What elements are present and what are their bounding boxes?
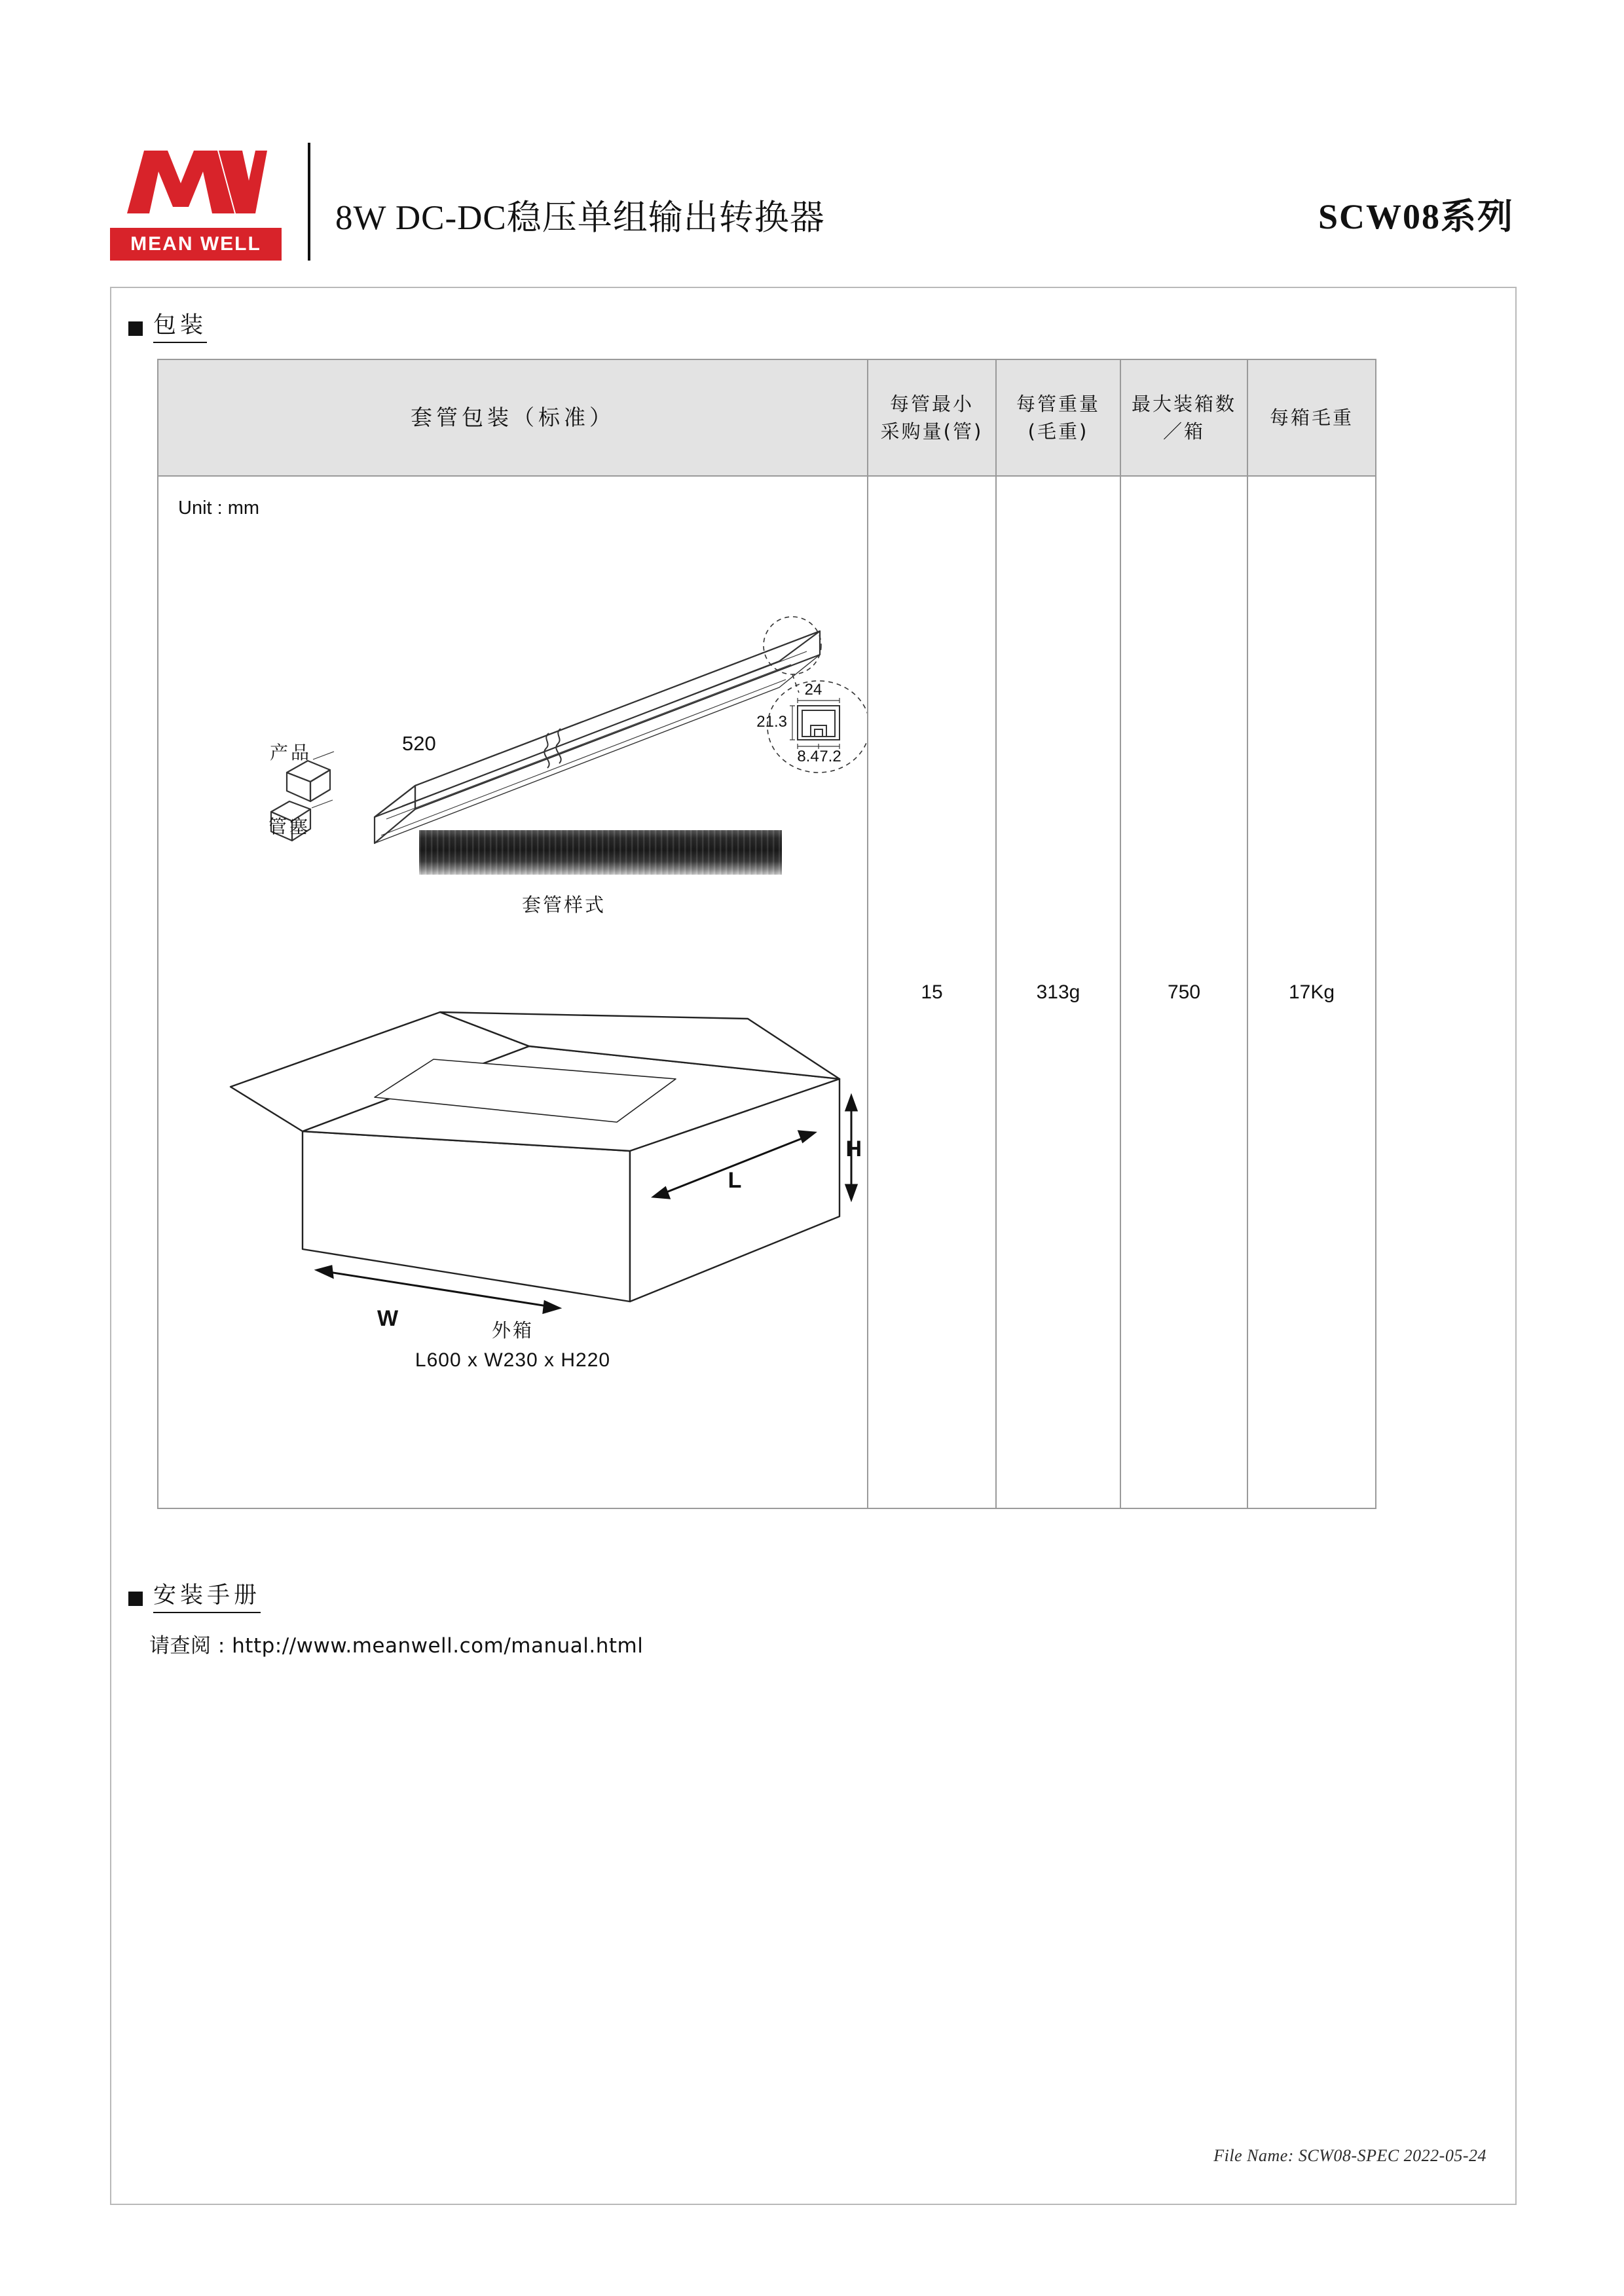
dim-cross-width: 24	[804, 681, 822, 699]
header-divider	[308, 143, 310, 261]
mw-monogram-icon	[110, 136, 282, 228]
footer-file-name: File Name: SCW08-SPEC 2022-05-24	[1213, 2146, 1486, 2165]
logo-wordmark: MEAN WELL	[110, 228, 282, 261]
packing-table	[157, 359, 1376, 1509]
label-plug: 管塞	[268, 816, 311, 837]
header-tube-weight-line2: (毛重)	[1027, 420, 1089, 443]
manual-link-text[interactable]: 请查阅 : http://www.meanwell.com/manual.html	[149, 1634, 644, 1658]
bullet-square-icon	[128, 321, 143, 336]
header-gross-weight: 每箱毛重	[1247, 360, 1375, 475]
tube-sample-photo	[419, 830, 782, 875]
section-label-manual: 安装手册	[153, 1584, 261, 1613]
bullet-square-icon	[128, 1592, 143, 1606]
header-max-per-carton-line1: 最大装箱数	[1131, 392, 1236, 415]
section-label-packing: 包装	[153, 314, 207, 343]
dim-cross-height: 21.3	[756, 713, 787, 731]
header-min-order-line2: 采购量(管)	[880, 420, 984, 443]
svg-text:520: 520	[402, 732, 436, 755]
header-min-order	[867, 360, 995, 475]
dim-cross-inner2: 7.2	[819, 748, 841, 765]
header-min-order-line1: 每管最小	[889, 392, 974, 415]
dim-w: W	[377, 1306, 399, 1331]
header-tube-weight	[995, 360, 1120, 475]
header-max-per-carton	[1120, 360, 1247, 475]
header-tube-weight-line1: 每管重量	[1016, 392, 1100, 415]
header-tube-packing: 套管包装（标准）	[411, 405, 615, 431]
page-title: 8W DC-DC稳压单组输出转换器	[335, 199, 825, 237]
value-max-per-carton: 750	[1120, 477, 1247, 1508]
meanwell-logo	[110, 136, 282, 261]
table-body-row	[158, 477, 1375, 1508]
value-gross-weight: 17Kg	[1247, 477, 1375, 1508]
dim-h: H	[845, 1137, 862, 1161]
table-header-row	[158, 360, 1375, 477]
header-max-per-carton-line2: ／箱	[1162, 420, 1205, 443]
page-header	[0, 0, 1624, 288]
section-heading-packing	[128, 314, 207, 343]
carton-label: 外箱	[491, 1319, 534, 1341]
label-product: 产品	[270, 742, 312, 763]
series-title: SCW08系列	[1318, 197, 1514, 236]
dim-cross-inner1: 8.4	[797, 748, 819, 765]
value-min-order: 15	[867, 477, 995, 1508]
value-tube-weight: 313g	[995, 477, 1120, 1508]
section-heading-manual	[128, 1584, 261, 1613]
packing-drawing-cell	[158, 477, 867, 1508]
label-tube-sample: 套管样式	[522, 894, 606, 916]
dim-l: L	[728, 1168, 742, 1193]
carton-dimensions: L600 x W230 x H220	[415, 1349, 611, 1371]
carton-caption	[158, 1317, 867, 1375]
carton-drawing	[158, 935, 867, 1341]
unit-label: Unit : mm	[178, 498, 260, 519]
